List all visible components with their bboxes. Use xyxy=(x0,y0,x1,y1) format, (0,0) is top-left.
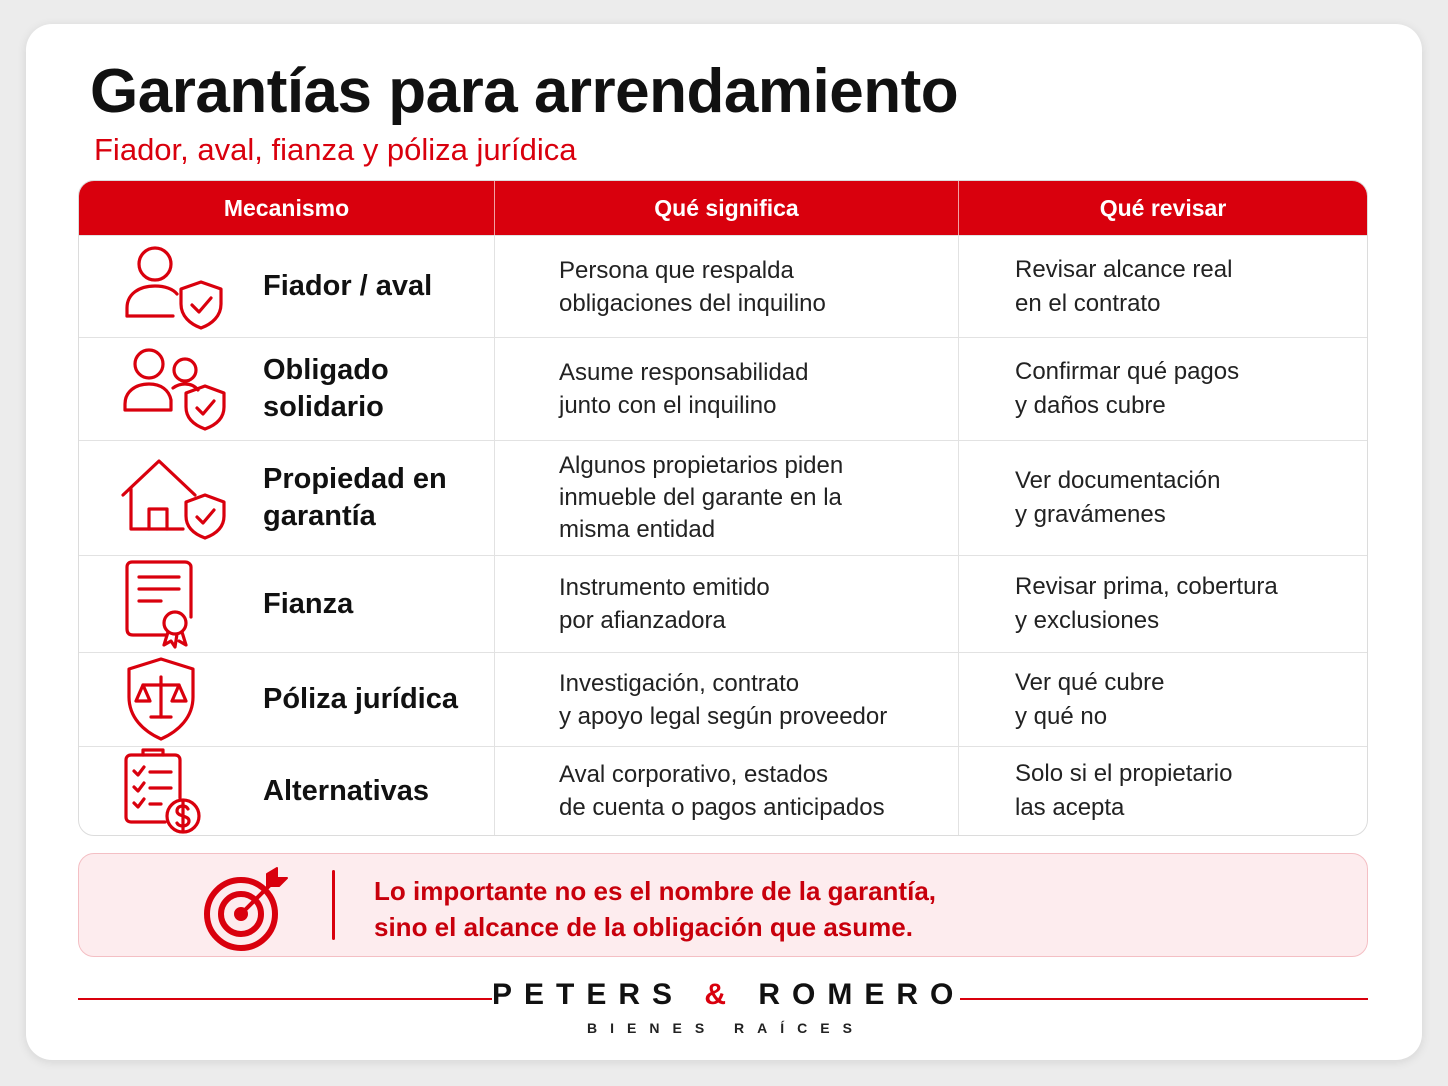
mechanism-label: Alternativas xyxy=(263,774,430,807)
mechanism-cell xyxy=(79,338,494,440)
meaning-cell xyxy=(494,747,958,835)
certificate-icon xyxy=(121,559,231,649)
review-text: y qué no xyxy=(1015,702,1108,730)
mechanism-label: Fiador / aval xyxy=(263,270,433,302)
note-line: sino el alcance de la obligación que asume. xyxy=(374,912,913,942)
review-text: Revisar prima, cobertura xyxy=(1015,573,1278,600)
brand-divider-right xyxy=(960,998,1368,1000)
key-note-callout xyxy=(78,853,1368,957)
brand-name-right: ROMERO xyxy=(758,978,966,1011)
note-line: Lo importante no es el nombre de la garantía, xyxy=(374,876,936,906)
column-header-meaning: Qué significa xyxy=(494,181,958,235)
review-cell xyxy=(958,747,1367,835)
review-text: y daños cubre xyxy=(1015,392,1166,419)
guarantees-table xyxy=(78,180,1368,836)
mechanism-cell xyxy=(79,747,494,835)
table-row xyxy=(79,652,1367,746)
mechanism-cell xyxy=(79,653,494,746)
review-text: en el contrato xyxy=(1015,289,1161,317)
review-text: Revisar alcance real xyxy=(1015,255,1233,283)
checklist-dollar-icon xyxy=(121,746,231,836)
note-text xyxy=(374,873,936,945)
review-text: Ver qué cubre xyxy=(1015,668,1165,696)
brand-name-left: PETERS xyxy=(492,978,685,1011)
meaning-cell xyxy=(494,338,958,440)
note-divider xyxy=(332,870,335,940)
mechanism-cell xyxy=(79,236,494,337)
page-subtitle: Fiador, aval, fianza y póliza jurídica xyxy=(94,132,577,167)
table-row xyxy=(79,235,1367,337)
meaning-text: de cuenta o pagos anticipados xyxy=(559,794,885,821)
two-people-shield-icon xyxy=(121,344,231,434)
brand-tagline: BIENES RAÍCES xyxy=(587,1020,865,1036)
meaning-text: Persona que respalda xyxy=(559,256,794,284)
brand-ampersand: & xyxy=(704,978,739,1011)
target-icon xyxy=(203,866,289,952)
infographic-card xyxy=(26,24,1422,1060)
meaning-cell xyxy=(494,236,958,337)
review-text: Confirmar qué pagos xyxy=(1015,358,1240,385)
meaning-text: Asume responsabilidad xyxy=(559,359,809,386)
house-shield-icon xyxy=(121,453,231,543)
review-text: las acepta xyxy=(1015,794,1125,821)
column-header-review: Qué revisar xyxy=(958,181,1367,235)
review-text: Ver documentación xyxy=(1015,467,1221,494)
scales-shield-icon xyxy=(121,655,231,745)
column-header-mechanism: Mecanismo xyxy=(223,194,350,221)
meaning-text: Instrumento emitido xyxy=(559,574,770,601)
person-shield-icon xyxy=(121,242,231,332)
meaning-cell xyxy=(494,653,958,746)
table-row xyxy=(79,337,1367,440)
review-cell xyxy=(958,338,1367,440)
meaning-cell xyxy=(494,556,958,652)
mechanism-label: Póliza jurídica xyxy=(263,683,458,715)
meaning-text: Algunos propietarios piden xyxy=(559,452,844,479)
brand-divider-left xyxy=(78,998,492,1000)
mechanism-cell xyxy=(79,441,494,555)
review-cell xyxy=(958,653,1367,746)
meaning-text: Aval corporativo, estados xyxy=(559,761,829,788)
meaning-text: misma entidad xyxy=(559,516,716,543)
page-title: Garantías para arrendamiento xyxy=(90,57,959,126)
mechanism-label: Propiedad en garantía xyxy=(263,463,447,532)
review-cell xyxy=(958,236,1367,337)
review-text: Solo si el propietario xyxy=(1015,760,1233,787)
meaning-text: y apoyo legal según proveedor xyxy=(559,702,888,730)
table-row xyxy=(79,555,1367,652)
mechanism-cell xyxy=(79,556,494,652)
brand-logo xyxy=(492,978,966,1012)
meaning-text: por afianzadora xyxy=(559,607,726,634)
review-text: y gravámenes xyxy=(1015,501,1166,528)
mechanism-label: Fianza xyxy=(263,587,354,620)
meaning-text: Investigación, contrato xyxy=(559,669,800,697)
review-cell xyxy=(958,556,1367,652)
mechanism-label: Obligado solidario xyxy=(263,354,389,423)
meaning-cell xyxy=(494,441,958,555)
review-text: y exclusiones xyxy=(1015,607,1160,634)
meaning-text: obligaciones del inquilino xyxy=(559,289,826,317)
review-cell xyxy=(958,441,1367,555)
meaning-text: junto con el inquilino xyxy=(559,392,777,419)
meaning-text: inmueble del garante en la xyxy=(559,484,842,511)
table-row xyxy=(79,440,1367,555)
table-header xyxy=(79,181,1367,235)
table-row xyxy=(79,746,1367,835)
